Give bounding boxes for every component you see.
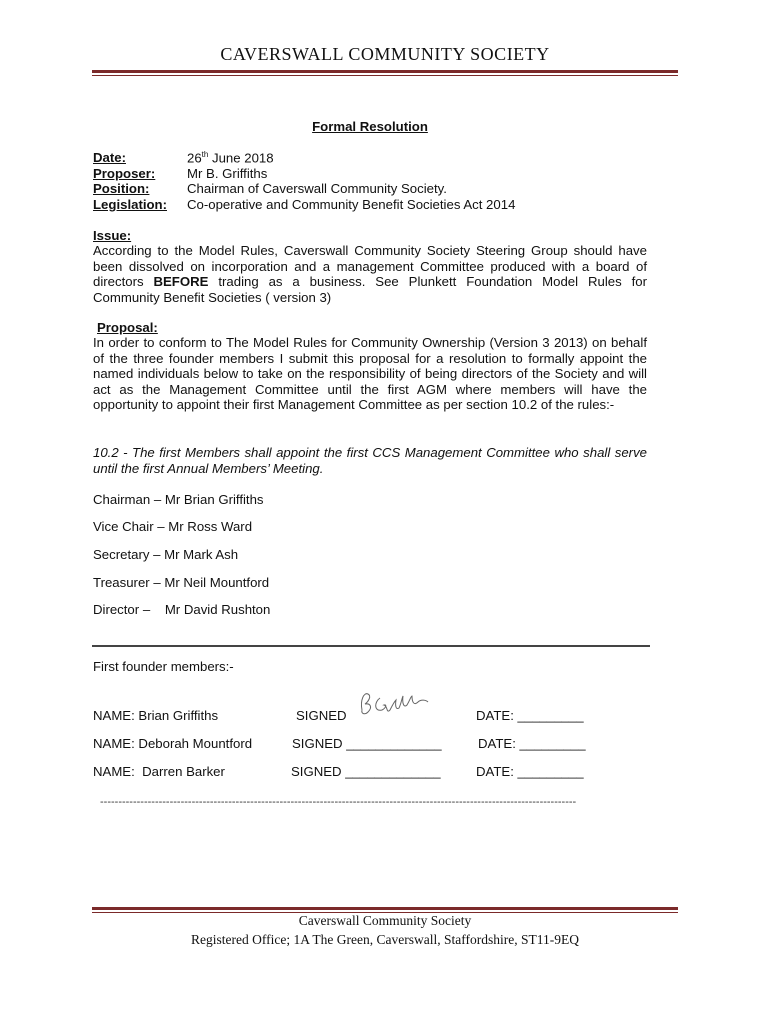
footer-address: Registered Office; 1A The Green, Caverswall, Staffordshire, ST11-9EQ [191, 932, 579, 947]
founder-date: DATE: _________ [476, 764, 584, 779]
section-divider [92, 645, 650, 647]
legislation-value: Co-operative and Community Benefit Societies Act 2014 [187, 197, 516, 212]
founder-name: NAME: Brian Griffiths [93, 708, 219, 723]
officer-secretary: Secretary – Mr Mark Ash [93, 547, 239, 562]
position-label: Position: [93, 181, 150, 196]
founder-name: NAME: Darren Barker [93, 764, 225, 779]
issue-heading: Issue: [93, 228, 132, 243]
founder-date: DATE: _________ [478, 736, 586, 751]
header-rule [92, 70, 678, 76]
dashed-divider: ---------------------------------------------------------------------------------------------------------------------------------- [100, 796, 577, 808]
officer-treasurer: Treasurer – Mr Neil Mountford [93, 575, 270, 590]
officer-vice-chair: Vice Chair – Mr Ross Ward [93, 519, 253, 534]
document-heading: Formal Resolution [312, 119, 428, 134]
rule-quote: 10.2 - The first Members shall appoint the first CCS Management Committee who shall serve until the first Annual Members’ Meeting. [93, 445, 647, 476]
founders-heading: First founder members:- [93, 659, 234, 674]
footer-society-name: Caverswall Community Society [298, 913, 472, 928]
proposal-text: In order to conform to The Model Rules for Community Ownership (Version 3 2013) on behalf of the three founder members I submit this proposal for a resolution to formally appoint the named individuals below to take on the responsibility of being directors of the Society and will act as the Management Committee until the first AGM where members will have the opportunity to appoint their first Management Committee as per section 10.2 of the rules:- [93, 335, 647, 412]
handwritten-signature [356, 688, 436, 720]
date-label: Date: [93, 150, 126, 165]
founder-date: DATE: _________ [476, 708, 584, 723]
proposal-heading: Proposal: [97, 320, 158, 335]
founder-name: NAME: Deborah Mountford [93, 736, 253, 751]
founder-signed: SIGNED _____________ [291, 764, 441, 779]
date-value: 26th June 2018 [187, 150, 274, 166]
founder-signed: SIGNED _____________ [292, 736, 442, 751]
founder-signed: SIGNED [296, 708, 347, 723]
officer-chairman: Chairman – Mr Brian Griffiths [93, 492, 264, 507]
issue-text: According to the Model Rules, Caverswall Community Society Steering Group should have been dissolved on incorporation and a management Committee produced with a board of directors BEFORE trading as a business. See Plunkett Foundation Model Rules for Community Benefit Societies ( version 3) [93, 243, 647, 305]
society-header-title: CAVERSWALL COMMUNITY SOCIETY [220, 44, 550, 64]
proposer-label: Proposer: [93, 166, 156, 181]
legislation-label: Legislation: [93, 197, 167, 212]
officer-director: Director – Mr David Rushton [93, 602, 271, 617]
position-value: Chairman of Caverswall Community Society. [187, 181, 447, 196]
proposer-value: Mr B. Griffiths [187, 166, 268, 181]
